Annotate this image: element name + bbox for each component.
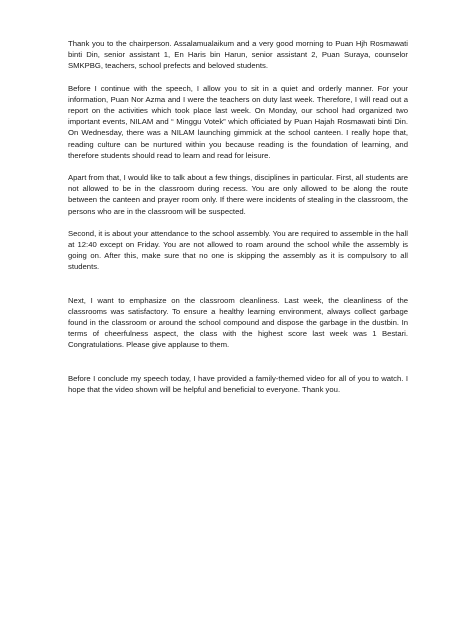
paragraph-greeting: Thank you to the chairperson. Assalamualaikum and a very good morning to Puan Hjh Rosmawati binti Din, senior assistant 1, En Haris bin Harun, senior assistant 2, Puan Suraya, counselor SMKPBG, teachers, school prefects and beloved students. [68, 39, 408, 71]
speech-text-body [68, 38, 408, 395]
paragraph-assembly: Second, it is about your attendance to the school assembly. You are required to assemble in the hall at 12:40 except on Friday. You are not allowed to roam around the school while the assembly is going on. After this, make sure that no one is skipping the assembly as it is compulsory to all students. [68, 228, 408, 272]
paragraph-cleanliness: Next, I want to emphasize on the classroom cleanliness. Last week, the cleanliness of the classrooms was satisfactory. To ensure a healthy learning environment, always collect garbage found in the classroom or around the school compound and dispose the garbage in the dustbin. In terms of cheerfulness aspect, the class with the highest score last week was 1 Bestari. Congratulations. Please give applause to them. [68, 295, 408, 350]
paragraph-conclusion: Before I conclude my speech today, I have provided a family-themed video for all of you to watch. I hope that the video shown will be helpful and beneficial to everyone. Thank you. [68, 373, 408, 394]
paragraph-discipline-recess: Apart from that, I would like to talk about a few things, disciplines in particular. First, all students are not allowed to be in the classroom during recess. You are only allowed to be along the route between the canteen and prayer room only. If there were incidents of stealing in the classroom, the persons who are in the classroom will be suspected. [68, 173, 408, 216]
paragraph-report: Before I continue with the speech, I allow you to sit in a quiet and orderly manner. For your information, Puan Nor Azma and I were the teachers on duty last week. Therefore, I will read out a report on the activities which took place last week. On Monday, our school had organized two important events, NILAM and “ Minggu Votek” which officiated by Puan Hajah Rosmawati binti Din. On Wednesday, there was a NILAM launching gimmick at the school canteen. I really hope that, reading culture can be nurtured within you because reading is the foundation of learning, and therefore students should read to learn and read for leisure. [68, 83, 408, 160]
